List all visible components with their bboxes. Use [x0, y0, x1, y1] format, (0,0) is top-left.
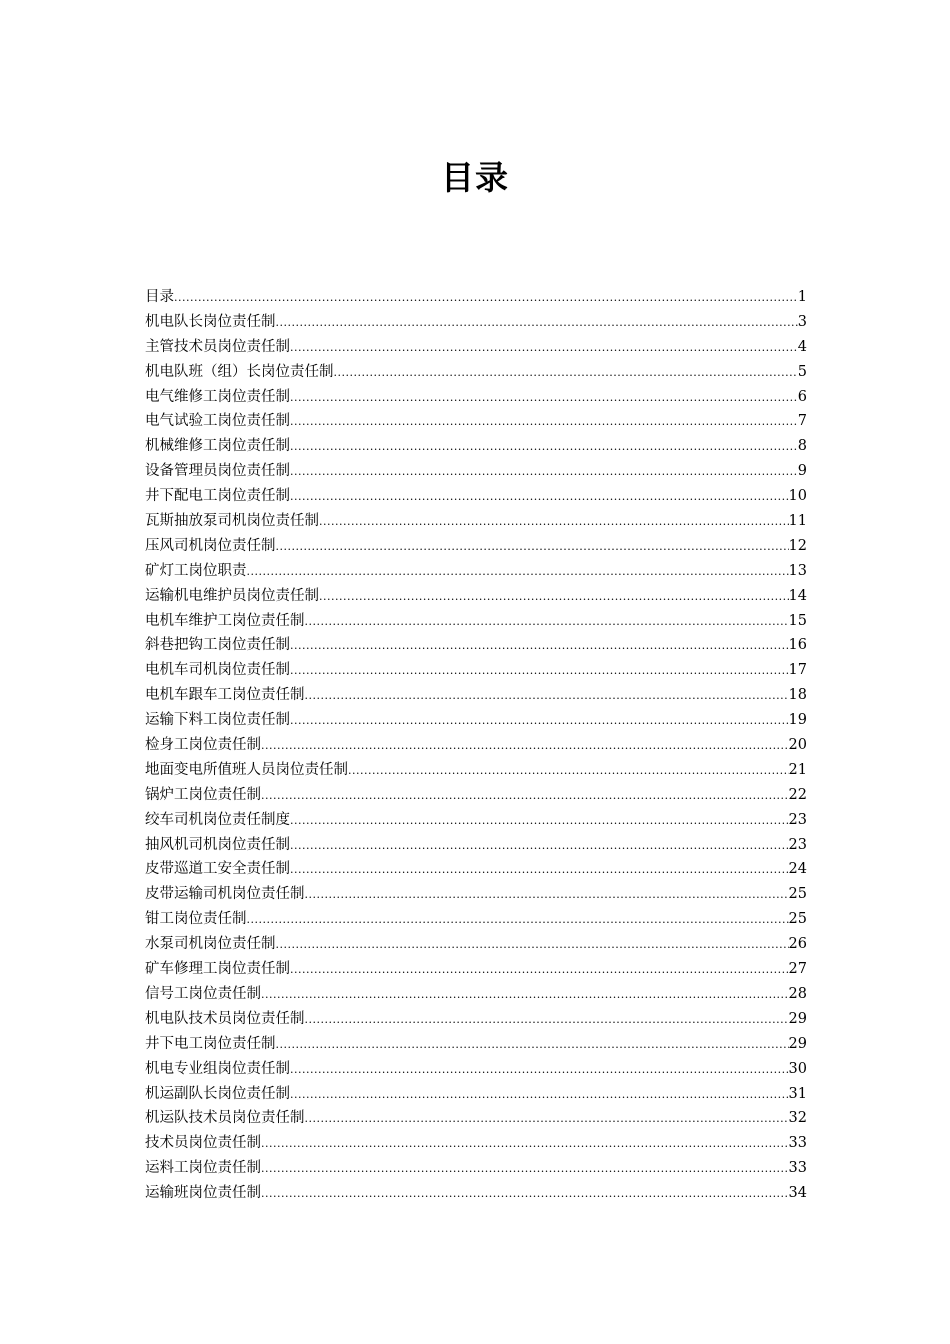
toc-entry[interactable] — [145, 733, 807, 758]
toc-dot-leader — [290, 858, 789, 882]
toc-entry-page-number: 30 — [788, 1060, 807, 1077]
toc-entry-label: 皮带运输司机岗位责任制 — [145, 886, 305, 903]
toc-entry-label: 水泵司机岗位责任制 — [145, 936, 276, 953]
toc-dot-leader — [290, 336, 798, 360]
toc-entry-label: 锅炉工岗位责任制 — [145, 786, 261, 803]
toc-dot-leader — [290, 485, 789, 509]
toc-entry-label: 瓦斯抽放泵司机岗位责任制 — [145, 513, 319, 530]
toc-entry[interactable] — [145, 758, 807, 783]
toc-entry-label: 主管技术员岗位责任制 — [145, 338, 290, 355]
toc-entry-label: 电机车跟车工岗位责任制 — [145, 687, 305, 704]
toc-entry-page-number: 19 — [788, 712, 807, 729]
toc-entry-label: 目录 — [145, 289, 174, 305]
toc-dot-leader — [261, 1132, 789, 1156]
toc-entry-label: 矿车修理工岗位责任制 — [145, 961, 290, 978]
toc-entry-page-number: 3 — [797, 313, 807, 330]
toc-entry-label: 电气维修工岗位责任制 — [145, 388, 290, 405]
toc-dot-leader — [305, 883, 789, 907]
toc-entry[interactable] — [145, 1032, 807, 1057]
toc-entry-page-number: 25 — [788, 911, 807, 928]
toc-entry-label: 机运队技术员岗位责任制 — [145, 1110, 305, 1127]
toc-entry[interactable] — [145, 683, 807, 708]
toc-entry-page-number: 27 — [788, 961, 807, 978]
toc-entry-label: 斜巷把钩工岗位责任制 — [145, 637, 290, 654]
toc-entry[interactable] — [145, 708, 807, 733]
toc-dot-leader — [261, 734, 789, 758]
toc-entry-label: 矿灯工岗位职责 — [145, 562, 247, 579]
toc-dot-leader — [276, 933, 789, 957]
toc-entry-label: 电气试验工岗位责任制 — [145, 413, 290, 430]
toc-entry[interactable] — [145, 882, 807, 907]
toc-entry-label: 运输下料工岗位责任制 — [145, 712, 290, 729]
toc-entry-page-number: 33 — [788, 1160, 807, 1177]
toc-dot-leader — [290, 386, 798, 410]
toc-dot-leader — [290, 834, 789, 858]
toc-dot-leader — [276, 311, 798, 335]
toc-dot-leader — [276, 1033, 789, 1057]
toc-entry-label: 技术员岗位责任制 — [145, 1135, 261, 1152]
toc-entry-page-number: 34 — [788, 1185, 807, 1202]
toc-entry[interactable] — [145, 857, 807, 882]
toc-entry-label: 运料工岗位责任制 — [145, 1160, 261, 1177]
toc-entry-label: 机电队技术员岗位责任制 — [145, 1010, 305, 1027]
toc-entry-page-number: 23 — [788, 836, 807, 853]
toc-entry[interactable] — [145, 285, 807, 310]
toc-dot-leader — [261, 1182, 789, 1206]
toc-entry[interactable] — [145, 907, 807, 932]
toc-entry-page-number: 23 — [788, 811, 807, 828]
toc-entry[interactable] — [145, 1082, 807, 1107]
toc-entry-label: 抽风机司机岗位责任制 — [145, 836, 290, 853]
toc-entry-label: 运输机电维护员岗位责任制 — [145, 587, 319, 604]
toc-entry[interactable] — [145, 1156, 807, 1181]
toc-entry[interactable] — [145, 484, 807, 509]
toc-entry-page-number: 24 — [788, 861, 807, 878]
toc-dot-leader — [290, 435, 798, 459]
toc-entry[interactable] — [145, 409, 807, 434]
toc-entry-label: 钳工岗位责任制 — [145, 911, 247, 928]
toc-entry-page-number: 26 — [788, 936, 807, 953]
toc-entry[interactable] — [145, 633, 807, 658]
toc-entry-page-number: 14 — [788, 587, 807, 604]
toc-dot-leader — [247, 908, 789, 932]
toc-entry-label: 信号工岗位责任制 — [145, 985, 261, 1002]
toc-entry-label: 井下配电工岗位责任制 — [145, 488, 290, 505]
table-of-contents — [145, 285, 807, 1206]
toc-entry-label: 检身工岗位责任制 — [145, 737, 261, 754]
toc-dot-leader — [276, 535, 789, 559]
toc-entry-page-number: 22 — [788, 786, 807, 803]
toc-dot-leader — [290, 634, 789, 658]
toc-entry[interactable] — [145, 459, 807, 484]
toc-entry-label: 机电队班（组）长岗位责任制 — [145, 363, 334, 380]
toc-entry[interactable] — [145, 1057, 807, 1082]
toc-entry-label: 机电专业组岗位责任制 — [145, 1060, 290, 1077]
toc-entry-page-number: 32 — [788, 1110, 807, 1127]
toc-entry-page-number: 29 — [788, 1010, 807, 1027]
toc-entry-page-number: 29 — [788, 1035, 807, 1052]
toc-entry-page-number: 9 — [797, 463, 807, 480]
toc-entry-page-number: 16 — [788, 637, 807, 654]
toc-entry-page-number: 1 — [797, 289, 807, 305]
toc-dot-leader — [290, 1058, 789, 1082]
toc-entry[interactable] — [145, 932, 807, 957]
toc-dot-leader — [290, 809, 789, 833]
toc-entry[interactable] — [145, 559, 807, 584]
toc-entry[interactable] — [145, 833, 807, 858]
toc-entry[interactable] — [145, 360, 807, 385]
toc-dot-leader — [319, 510, 789, 534]
toc-entry[interactable] — [145, 609, 807, 634]
toc-entry-label: 井下电工岗位责任制 — [145, 1035, 276, 1052]
toc-entry-page-number: 33 — [788, 1135, 807, 1152]
toc-entry[interactable] — [145, 335, 807, 360]
toc-entry-page-number: 10 — [788, 488, 807, 505]
toc-entry-page-number: 6 — [797, 388, 807, 405]
toc-entry-label: 绞车司机岗位责任制度 — [145, 811, 290, 828]
toc-entry[interactable] — [145, 1007, 807, 1032]
toc-entry-page-number: 31 — [788, 1085, 807, 1102]
toc-entry-page-number: 20 — [788, 737, 807, 754]
toc-entry-label: 机械维修工岗位责任制 — [145, 438, 290, 455]
toc-dot-leader — [174, 286, 798, 310]
toc-dot-leader — [290, 410, 798, 434]
toc-entry-label: 电机车司机岗位责任制 — [145, 662, 290, 679]
toc-entry-label: 皮带巡道工安全责任制 — [145, 861, 290, 878]
toc-entry-label: 机电队长岗位责任制 — [145, 313, 276, 330]
toc-entry[interactable] — [145, 584, 807, 609]
toc-entry-label: 运输班岗位责任制 — [145, 1185, 261, 1202]
toc-entry-page-number: 12 — [788, 537, 807, 554]
toc-entry[interactable] — [145, 1181, 807, 1206]
toc-dot-leader — [305, 610, 789, 634]
toc-dot-leader — [247, 560, 789, 584]
toc-dot-leader — [305, 684, 789, 708]
toc-entry-page-number: 5 — [797, 363, 807, 380]
toc-entry-page-number: 21 — [788, 761, 807, 778]
toc-entry-label: 地面变电所值班人员岗位责任制 — [145, 761, 348, 778]
toc-entry-page-number: 25 — [788, 886, 807, 903]
toc-entry-label: 电机车维护工岗位责任制 — [145, 612, 305, 629]
toc-dot-leader — [261, 1157, 789, 1181]
toc-dot-leader — [319, 585, 789, 609]
toc-entry-page-number: 8 — [797, 438, 807, 455]
toc-entry-label: 压风司机岗位责任制 — [145, 537, 276, 554]
toc-dot-leader — [348, 759, 789, 783]
toc-entry-page-number: 15 — [788, 612, 807, 629]
toc-entry-page-number: 4 — [797, 338, 807, 355]
toc-dot-leader — [290, 958, 789, 982]
toc-entry[interactable] — [145, 434, 807, 459]
toc-entry[interactable] — [145, 534, 807, 559]
toc-entry-page-number: 13 — [788, 562, 807, 579]
toc-dot-leader — [261, 784, 789, 808]
toc-entry-page-number: 18 — [788, 687, 807, 704]
toc-entry[interactable] — [145, 385, 807, 410]
toc-entry-page-number: 11 — [788, 513, 807, 530]
toc-entry[interactable] — [145, 509, 807, 534]
toc-dot-leader — [290, 659, 789, 683]
toc-entry[interactable] — [145, 1106, 807, 1131]
page-title: 目录 — [441, 158, 509, 197]
toc-dot-leader — [290, 1083, 789, 1107]
toc-dot-leader — [290, 460, 798, 484]
toc-entry[interactable] — [145, 982, 807, 1007]
toc-entry[interactable] — [145, 310, 807, 335]
toc-entry-page-number: 17 — [788, 662, 807, 679]
toc-dot-leader — [290, 709, 789, 733]
toc-dot-leader — [334, 361, 798, 385]
toc-entry[interactable] — [145, 1131, 807, 1156]
toc-dot-leader — [305, 1107, 789, 1131]
toc-entry-page-number: 7 — [797, 413, 807, 430]
toc-entry-label: 机运副队长岗位责任制 — [145, 1085, 290, 1102]
toc-dot-leader — [261, 983, 789, 1007]
toc-entry[interactable] — [145, 808, 807, 833]
toc-entry-page-number: 28 — [788, 985, 807, 1002]
toc-entry-label: 设备管理员岗位责任制 — [145, 463, 290, 480]
toc-entry[interactable] — [145, 658, 807, 683]
toc-entry[interactable] — [145, 783, 807, 808]
toc-entry[interactable] — [145, 957, 807, 982]
toc-dot-leader — [305, 1008, 789, 1032]
